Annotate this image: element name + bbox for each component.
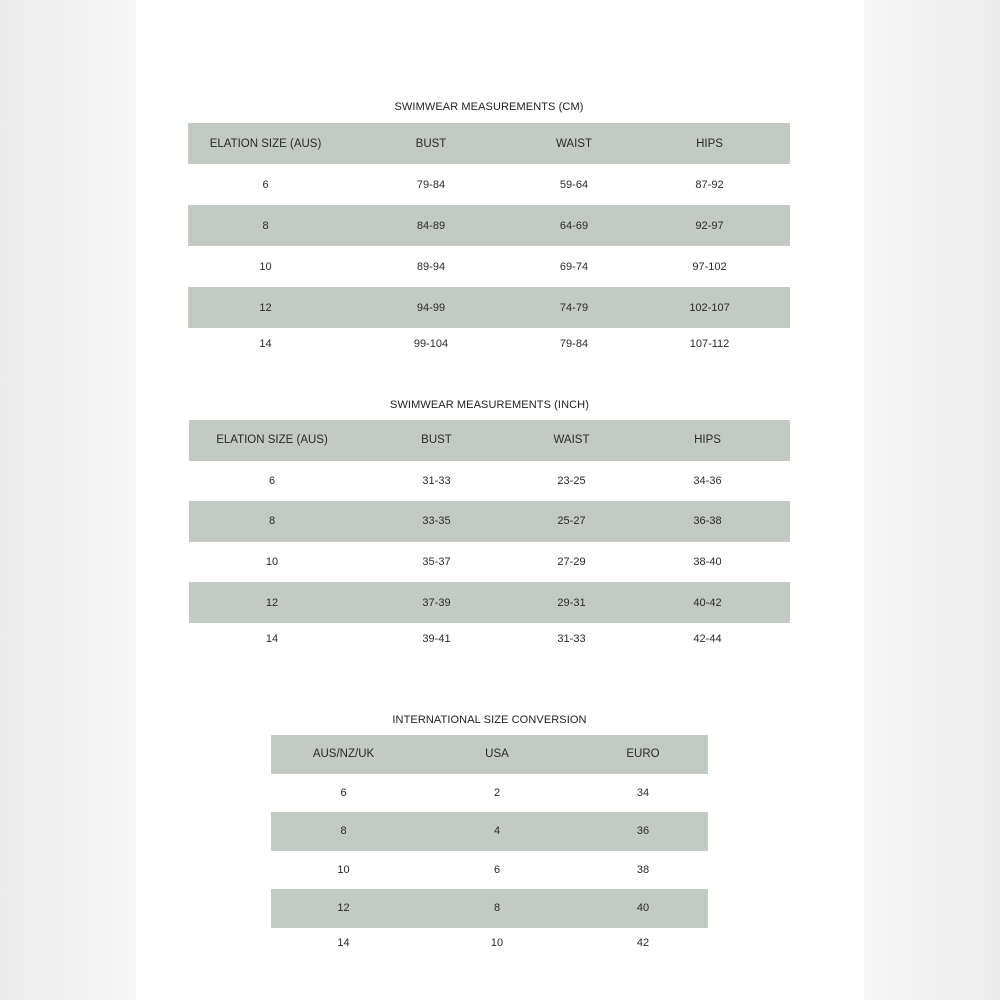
- cell-usa: 8: [493, 902, 501, 915]
- cell-usa: 10: [490, 936, 504, 949]
- table-row: [188, 164, 790, 205]
- header-size: ELATION SIZE (AUS): [209, 137, 322, 150]
- cell-size: 12: [265, 596, 279, 609]
- header-size: ELATION SIZE (AUS): [216, 434, 328, 447]
- cell-hips: 107-112: [689, 338, 730, 350]
- cell-waist: 59-64: [559, 178, 589, 191]
- cell-hips: 92-97: [695, 219, 724, 232]
- table-row: [188, 246, 790, 287]
- cell-hips: 97-102: [692, 260, 727, 273]
- header-hips: HIPS: [696, 137, 723, 150]
- header-usa: USA: [485, 748, 509, 761]
- cell-waist: 79-84: [559, 338, 589, 350]
- cell-size: 6: [262, 178, 269, 191]
- header-waist: WAIST: [556, 137, 592, 150]
- table-row: [271, 928, 708, 958]
- table-row: [271, 889, 708, 928]
- cell-aus-nz-uk: 14: [337, 936, 350, 949]
- cell-bust: 89-94: [416, 260, 446, 273]
- cell-euro: 40: [636, 902, 650, 915]
- cell-waist: 29-31: [557, 596, 586, 609]
- table-row: [188, 328, 790, 360]
- page-backdrop-right: [864, 0, 1000, 1000]
- cell-size: 10: [259, 260, 272, 273]
- table-row: [271, 812, 708, 851]
- table-row: [188, 205, 790, 246]
- cell-usa: 4: [493, 825, 501, 838]
- cell-usa: 2: [493, 786, 501, 799]
- table-row: [271, 774, 708, 813]
- cell-euro: 42: [636, 936, 650, 949]
- cell-size: 12: [259, 301, 272, 314]
- table-row: [189, 501, 790, 542]
- inch-table-title: SWIMWEAR MEASUREMENTS (INCH): [390, 399, 589, 411]
- header-waist: WAIST: [553, 434, 590, 447]
- cell-bust: 94-99: [416, 301, 446, 314]
- cell-hips: 36-38: [693, 515, 722, 528]
- cell-bust: 99-104: [413, 338, 449, 350]
- cell-hips: 102-107: [689, 301, 730, 314]
- cm-measurements-table: [188, 100, 790, 360]
- cell-size: 8: [268, 515, 276, 528]
- header-hips: HIPS: [694, 434, 721, 447]
- cell-bust: 31-33: [422, 474, 451, 487]
- cell-bust: 79-84: [416, 178, 446, 191]
- cell-bust: 33-35: [422, 515, 451, 528]
- cell-bust: 84-89: [416, 219, 446, 232]
- conversion-table-title: INTERNATIONAL SIZE CONVERSION: [392, 714, 587, 726]
- cell-waist: 27-29: [557, 556, 586, 569]
- cell-euro: 34: [636, 786, 650, 799]
- cell-aus-nz-uk: 8: [340, 825, 347, 838]
- cell-size: 14: [265, 632, 279, 645]
- table-row: [271, 851, 708, 890]
- cell-bust: 35-37: [422, 556, 451, 569]
- header-bust: BUST: [415, 137, 447, 150]
- cell-size: 8: [262, 219, 269, 232]
- page-backdrop-left: [0, 0, 136, 1000]
- table-row: [189, 461, 790, 502]
- table-row: [189, 582, 790, 623]
- cell-waist: 69-74: [559, 260, 589, 273]
- cell-euro: 36: [636, 825, 650, 838]
- cell-waist: 31-33: [557, 632, 586, 645]
- size-conversion-table: [271, 713, 708, 958]
- cm-table-title: SWIMWEAR MEASUREMENTS (CM): [394, 101, 584, 113]
- cell-size: 10: [265, 556, 279, 569]
- cell-waist: 74-79: [559, 301, 589, 314]
- header-aus-nz-uk: AUS/NZ/UK: [312, 748, 375, 761]
- table-header-row: [271, 735, 708, 774]
- cell-waist: 25-27: [557, 515, 586, 528]
- table-header-row: [188, 123, 790, 164]
- cell-bust: 37-39: [422, 596, 451, 609]
- cell-size: 14: [259, 338, 272, 350]
- cell-euro: 38: [636, 863, 650, 876]
- cell-hips: 34-36: [693, 474, 722, 487]
- header-bust: BUST: [421, 434, 452, 447]
- table-row: [189, 623, 790, 655]
- cell-hips: 87-92: [695, 178, 724, 191]
- table-row: [189, 542, 790, 583]
- cell-hips: 38-40: [693, 556, 722, 569]
- inch-measurements-table: [189, 398, 790, 655]
- cell-hips: 42-44: [693, 632, 722, 645]
- cell-aus-nz-uk: 10: [337, 863, 350, 876]
- cell-hips: 40-42: [693, 596, 722, 609]
- cell-size: 6: [268, 474, 276, 487]
- header-euro: EURO: [626, 748, 660, 761]
- table-header-row: [189, 420, 790, 461]
- cell-waist: 23-25: [557, 474, 586, 487]
- cell-waist: 64-69: [559, 219, 589, 232]
- cell-aus-nz-uk: 12: [337, 902, 350, 915]
- table-row: [188, 287, 790, 328]
- cell-usa: 6: [493, 863, 501, 876]
- cell-aus-nz-uk: 6: [340, 786, 347, 799]
- cell-bust: 39-41: [422, 632, 451, 645]
